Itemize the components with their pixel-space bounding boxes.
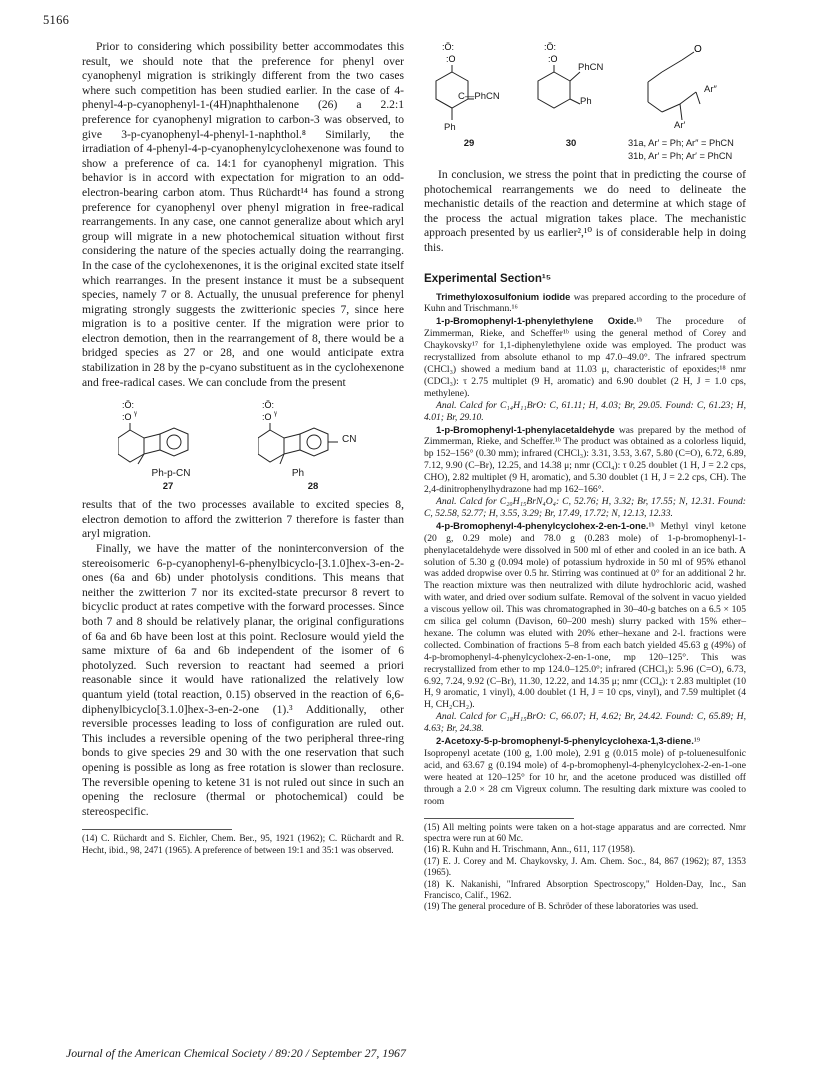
paragraph-electron-demotion: results that of the two processes available to excited species 8, electron demotion to afford the zwitterion 7 therefore is faster than aryl migration. — [82, 498, 404, 541]
svg-text::Ö:: :Ö: — [442, 42, 455, 52]
footnote-14: (14) C. Rüchardt and S. Eichler, Chem. Ber., 95, 1921 (1962); C. Rüchardt and R. Hecht, ibid., 98, 2471 (1965). A preference of between 19:1 and 35:1 was observed. — [82, 834, 404, 856]
svg-text::O: :O — [122, 412, 132, 423]
experimental-heading: Experimental Section¹⁵ — [424, 271, 552, 285]
left-column — [82, 40, 404, 857]
experimental-text-5: ¹⁹ Isopropenyl acetate (100 g, 1.00 mole), 2.91 g (0.015 mole) of p-toluenesulfonic acid, and 63.67 g (0.194 mole) of 4-p-bromophenyl-4-phenylcyclohex-2-en-1-one were heated at 120–125° for 10 hr, and the acetone produced was distilled off through a 2.0 × 28 cm Vigreux column. The resulting dark mixture was cooled to room — [424, 736, 746, 807]
experimental-text-1: was prepared according to the procedure of Kuhn and Trischmann.¹⁶ — [424, 291, 746, 315]
experimental-entry-5 — [424, 735, 746, 807]
structure-29-drawing — [424, 40, 514, 136]
experimental-entry-3 — [424, 424, 746, 496]
footnote-19: (19) The general procedure of B. Schröder of these laboratories was used. — [424, 902, 699, 913]
svg-text::Ö:: :Ö: — [262, 400, 275, 411]
svg-text:γ: γ — [134, 409, 138, 418]
structure-29-group: C—PhCN — [458, 91, 500, 102]
structure-31-drawing — [628, 40, 768, 136]
footnote-15: (15) All melting points were taken on a hot-stage apparatus and are corrected. Nmr spectra were run at 60 Mc. — [424, 822, 746, 844]
svg-text:O: O — [694, 44, 702, 55]
experimental-entry-1 — [424, 291, 746, 316]
experimental-text-2: ¹ᵇ The procedure of Zimmerman, Rieke, and Scheffer¹ᵇ using the general method of Corey and Chaykovsky¹⁷ for 1,1-diphenylethylene oxide was employed. The product was recrystallized from absolute ethanol to mp 47.0–49.0°. The infrared spectrum (CHCl₃) showed a medium band at 11.03 μ, characteristic of epoxides;¹⁸ nmr (CDCl₃): τ 2.75 multiplet (9 H, aromatic) and 6.90 doublet (2 H, J = 1.0 cps, methylene). — [424, 316, 746, 399]
structure-28-label: 28 — [307, 481, 319, 493]
right-column — [424, 40, 746, 914]
compound-name-3: 1-p-Bromophenyl-1-phenylacetaldehyde — [436, 423, 615, 435]
structure-28-substituent: Ph — [291, 468, 305, 480]
svg-text::Ö:: :Ö: — [122, 400, 135, 411]
footnote-rule-right — [424, 818, 574, 819]
structure-28-cyano: CN — [342, 434, 357, 446]
analysis-3: Anal. Calcd for C₂₀H₁₅BrN₄O₄: C, 52.76; H, 3.32; Br, 17.55; N, 12.31. Found: C, 52.58, 52.77; H, 3.55, 3.29; Br, 17.49, 17.72; N, 12.13, 12.33. — [424, 495, 746, 519]
figure-structures-27-28 — [82, 398, 404, 492]
figure-structures-29-31 — [424, 40, 746, 162]
svg-text::O: :O — [548, 54, 558, 64]
svg-text::O: :O — [262, 412, 272, 423]
structure-30-label: 30 — [565, 138, 577, 149]
structure-27-label: 27 — [162, 481, 174, 493]
footnote-separator-left — [82, 829, 404, 857]
structure-30-group: PhCN — [578, 62, 604, 73]
experimental-entry-2 — [424, 315, 746, 399]
structure-29-phenyl: Ph — [444, 122, 456, 133]
paragraph-conclusion: In conclusion, we stress the point that in predicting the course of photochemical rearrangements we do need to delineate the mechanistic details of the reaction and determine at which stage of the process the actual migration takes place. The mechanistic approach presented by us earlier²,¹⁰ is of considerable help in doing this. — [424, 168, 746, 254]
experimental-text-4: ¹ᵇ Methyl vinyl ketone (20 g, 0.29 mole) and 78.0 g (0.283 mole) of 1-p-bromophenyl-1-phenylacetaldehyde were dissolved in 500 ml of ether and cooled in an ice bath. A solution of 5.30 g (0.094 mole) of potassium hydroxide in 50 ml of 95% ethanol was added dropwise over 0.5 hr. Stirring was continued at 0° for an additional 2 hr. The reaction mixture was then neutralized with dilute hydrochloric acid, washed with water, and dried over sodium sulfate. Removal of the solvent in vacuo yielded a viscous yellow oil. This was chromatographed in 30–40-g batches on a 6.5 × 105 cm silica gel column (Davison, 60–200 mesh) slurry packed with 15% ether–hexane. The column was eluted with 20% ether–hexane and 2-l. fractions were collected. Combination of fractions 5–8 from each batch yielded 45.63 g (49%) of 4-p-bromophenyl-4-phenylcyclohex-2-en-1-one, mp 120–125°. This was recrystallized from ether to mp 124.0–125.0°; infrared (CHCl₃): 5.96 (C=O), 6.73, 6.92, 7.24, 9.92 (C–Br), 11.30, 12.22, and 14.35 μ; nmr (CCl₄): τ 2.83 multiplet (10 H, 9 aromatic, 1 vinyl), 4.00 doublet (1 H, J = 10 cps, vinyl), and 7.59 multiplet (4 H, CH₂CH₂). — [424, 520, 746, 711]
journal-footer: Journal of the American Chemical Society / 89:20 / September 27, 1967 — [66, 1046, 406, 1060]
structure-27-substituent: Ph-p-CN — [151, 468, 191, 480]
footnote-17: (17) E. J. Corey and M. Chaykovsky, J. Am. Chem. Soc., 84, 867 (1962); 87, 1353 (1965). — [424, 856, 746, 879]
structure-29-label: 29 — [463, 138, 475, 149]
structure-31-ar-prime: Ar′ — [674, 120, 686, 131]
structure-31 — [628, 40, 768, 162]
structure-31b-caption: 31b, Ar′ = Ph; Ar′ = PhCN — [628, 151, 733, 161]
analysis-4: Anal. Calcd for C₁₈H₁₅BrO: C, 66.07; H, 4.62; Br, 24.42. Found: C, 65.89; H, 4.63; Br, 24.38. — [424, 711, 746, 735]
footnote-rule-left — [82, 829, 232, 830]
structure-31-ar-double-prime: Ar″ — [704, 84, 717, 95]
structure-30 — [526, 40, 616, 149]
analysis-2: Anal. Calcd for C₁₄H₁₁BrO: C, 61.11; H, 4.03; Br, 29.05. Found: C, 61.23; H, 4.01; Br, 29.10. — [424, 399, 746, 423]
svg-text:γ: γ — [274, 409, 278, 418]
compound-name-1: Trimethyloxosulfonium iodide — [436, 290, 571, 302]
compound-name-2: 1-p-Bromophenyl-1-phenylethylene Oxide. — [436, 315, 637, 327]
structure-30-drawing — [526, 40, 616, 136]
structure-30-phenyl: Ph — [580, 96, 592, 107]
footnote-18: (18) K. Nakanishi, "Infrared Absorption Spectroscopy," Holden-Day, Inc., San Francisco, Calif., 1962. — [424, 879, 746, 901]
structure-27 — [118, 398, 218, 492]
compound-name-5: 2-Acetoxy-5-p-bromophenyl-5-phenylcyclohexa-1,3-diene. — [436, 735, 694, 747]
svg-text::Ö:: :Ö: — [544, 42, 557, 52]
experimental-text-3: was prepared by the method of Zimmerman, Rieke, and Scheffer.¹ᵇ The product was obtained as a colorless liquid, bp 152–156° (0.30 mm); infrared (CHCl₃): 3.31, 3.53, 3.67, 5.80 (C=O), 6.72, 6.89, 7.12, 9.90 (C–Br), 12.25, and 14.38 μ; nmr (CCl₄): τ 0.25 doublet (1 H, J = 2.2 cps, CHO), 2.82 multiplet (9 H, aromatic), and 5.30 doublet (1 H, J = 2.2 cps, CH). The 2,4-dinitrophenylhydrazone had mp 162–166°. — [424, 424, 746, 496]
paragraph-aryl-migration: Prior to considering which possibility better accommodates this result, we should note that the preference for phenyl over cyanophenyl migration is strikingly different from the two cases where such competition has been studied earlier. In the case of 4-phenyl-4-p-cyanophenyl-1-(4H)naphthalenone (26) a 2.2:1 preference for cyanophenyl migration to carbon-3 was observed, to give 3-p-cyanophenyl-4-phenyl-1-naphthol.⁸ Similarly, the irradiation of 4-phenyl-4-p-cyanophenylcyclohexenone was found to show a preference of ca. 14:1 for cyanophenyl migration. This behavior is in accord with expectation for migration to an odd-electron-bearing carbon atom. Thus Rüchardt¹⁴ has found a strong preference for cyanophenyl over phenyl migration in free-radical rearrangements. In any case, one cannot generalize about which aryl group will migrate in a new photochemical situation without first considering the nature of the species actually doing the rearranging. In the case of the cyclohexenones, it is the original excited state itself which rearranges. In the present instance it must be a subsequent species, namely 7 or 8. Actually, the unusual preference for phenyl migrating strongly suggests the zwitterionic species 7, since here migration is to a positive center. If the migration were prior to electron demotion, then in the rearrangement of 8, there would be a bridged species as 27 or 28, and one would anticipate extra stabilization in 28 by the p-cyano substituent as in the cyclohexenone and free-radical cases. We can conclude from the present — [82, 40, 404, 389]
footnote-16: (16) R. Kuhn and H. Trischmann, Ann., 611, 117 (1958). — [424, 845, 636, 856]
structure-28 — [258, 398, 368, 492]
structure-29 — [424, 40, 514, 149]
structure-31a-caption: 31a, Ar′ = Ph; Ar″ = PhCN — [628, 138, 734, 148]
compound-name-4: 4-p-Bromophenyl-4-phenylcyclohex-2-en-1-one. — [436, 519, 649, 531]
experimental-entry-4 — [424, 520, 746, 712]
page-number: 5166 — [43, 13, 70, 27]
paragraph-noninterconversion: Finally, we have the matter of the noninterconversion of the stereoisomeric 6-p-cyanophenyl-6-phenylbicyclo-[3.1.0]hex-3-en-2-ones (6a and 6b) under photolysis conditions. This means that neither the zwitterion 7 nor its excited-state precursor 8 revert to bicyclic product at rates competive with the forward processes. Since both 7 and 8 should be relatively planar, the original configurations of 6a and 6b have been lost at this point. Reclosure would yield the same mixture of 6a and 6b independent of the isomer of 6 photolyzed. Such reversion to reactant had seemed a priori reasonable since it would have rationalized the relatively low quantum yield (total reaction, 0.15) observed in the reaction of 6,6-diphenylbicyclo[3.1.0]hex-3-en-2-one (1).³ Additionally, other reversible processes leading to loss of configuration are ruled out. This includes a reversible opening of the two peripheral three-ring bonds to give species 29 and 30 with the one reservation that such opening is possible as long as free rotation is slower than reclosure. The reversible opening to ketene 31 is not ruled out since in such an opening the reclosure (thermal or photochemical) could be stereospecific. — [82, 542, 404, 818]
svg-text::O: :O — [446, 54, 456, 64]
